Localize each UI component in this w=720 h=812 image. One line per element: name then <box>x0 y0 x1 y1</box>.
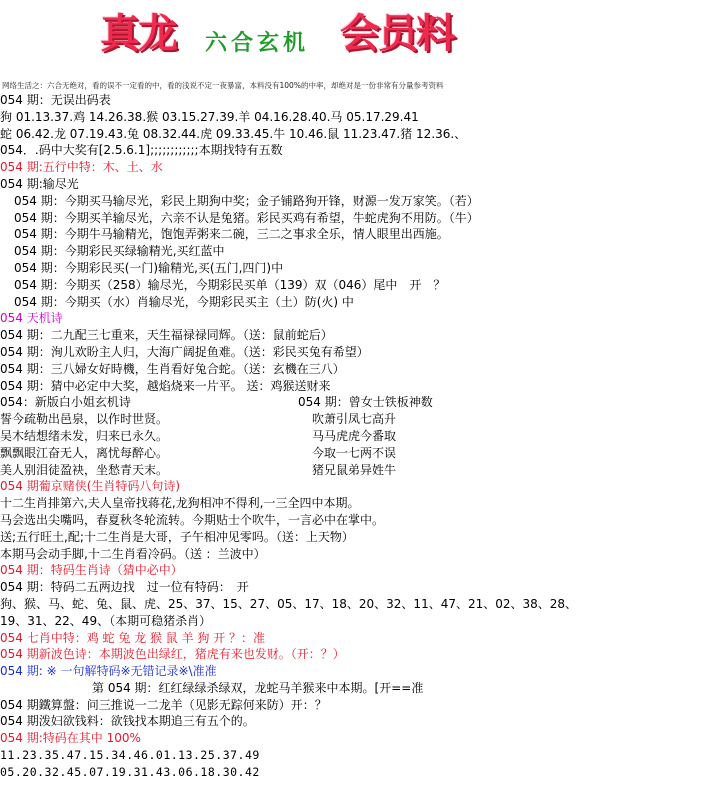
special-zodiac-poem-heading: 054 期：特码生肖诗（猜中必中） <box>0 563 183 578</box>
casino-poem-line: 送;五行旺土,配;十二生肖是大哥，子午相冲见零吗。（送：上天物） <box>0 529 354 544</box>
zodiac-numbers-row-1: 狗 01.13.37.鸡 14.26.38.猴 03.15.27.39.羊 04.16.28.40.马 05.17.29.41 <box>0 109 419 124</box>
zodiac-numbers-row-2: 蛇 06.42.龙 07.19.43.兔 08.32.44.虎 09.33.45.牛 10.46.鼠 11.23.47.猪 12.36.、 <box>0 126 467 141</box>
lose-all-item: 054 期：今期买马输尽光，彩民上期狗中奖；金子铺路狗开锋，财源一发万家笑。（若） <box>14 193 479 208</box>
final-numbers-row-1: 11.23.35.47.15.34.46.01.13.25.37.49 <box>0 748 260 763</box>
lose-all-item: 054 期：今期买（258）输尽光，今期彩民买单（139）双（046）尾中 开 ？ <box>14 277 446 292</box>
title-left: 真龙 <box>100 10 176 57</box>
special-code-numbers-1: 狗、猴、马、蛇、兔、鼠、虎、25、37、15、27、05、17、18、20、32、11、47、21、02、38、28、 <box>0 596 578 611</box>
wave-color-poem: 054 期新波色诗：本期波色出绿红，猪虎有来也发财。（开：？） <box>0 647 345 662</box>
seven-zodiac-line: 054 七肖中特：鸡 蛇 兔 龙 猴 鼠 羊 狗 开 ？：准 <box>0 630 266 645</box>
casino-poem-heading: 054 期葡京赌侠(生肖特码八句诗) <box>0 479 181 494</box>
title-right: 会员料 <box>340 10 454 57</box>
table-header: 054 期：无误出码表 <box>0 93 111 107</box>
iron-board-line: 猪兄鼠弟异姓牛 <box>312 462 397 477</box>
white-miss-poem-line: 誓今疏勒出邑泉，以作时世贤。 <box>0 412 169 427</box>
iron-abacus-line: 054 期鐵算盤：问三推说一二龙羊（见影无踪何来防）开：？ <box>0 697 327 712</box>
lose-all-item: 054 期：今期牛马输精光，饱饱弄粥来二碗，三二之事求全乐，情人眼里出西施。 <box>14 227 449 242</box>
lose-all-heading: 054 期:输尽光 <box>0 176 79 191</box>
special-code-100-heading: 054 期:特码在其中 100% <box>0 731 141 746</box>
casino-poem-line: 十二生肖排第六,夫人皇帝找蒋花,龙狗相冲不得利,一三全四中本期。 <box>0 496 360 511</box>
lose-all-item: 054 期：今期彩民买绿输精光,买红蓝中 <box>14 244 225 259</box>
riddle-answer: 第 054 期：红红绿绿杀绿双，龙蛇马羊猴来中本期。[开==准 <box>92 680 424 695</box>
two-column-row <box>0 445 720 462</box>
white-miss-poem-heading: 054：新版白小姐玄机诗 <box>0 395 131 410</box>
money-line: 054 期泼妇欲钱料：欲钱找本期追三有五个的。 <box>0 714 255 729</box>
jackpot-line: 054．.码中大奖有[2.5.6.1];;;;;;;;;;;;本期找特有五数 <box>0 143 283 158</box>
lose-all-item: 054 期：今期彩民买(一门)输精光,买(五门,四门)中 <box>14 260 284 275</box>
white-miss-poem-line: 飘飘眼江奋无人，离忧每醉心。 <box>0 445 169 460</box>
casino-poem-line: 马会选出尖嘴吗，春夏秋冬轮流转。今期贴士个吹牛，一言必中在掌中。 <box>0 512 385 527</box>
special-code-line: 054 期：特码二五两边找 过一位有特码： 开 <box>0 580 249 595</box>
one-line-riddle: 054 期: ※ 一句解特码※无错记录※\准准 <box>0 664 217 679</box>
five-elements-line: 054 期:五行中特：木、土、水 <box>0 160 163 175</box>
document-body <box>0 92 720 781</box>
heaven-poem-line: 054 期：洵儿欢盼主人归，大海广阔捉鱼难。（送：彩民买兔有希望） <box>0 344 369 359</box>
white-miss-poem-line: 吴木结想绪未发，归来已永久。 <box>0 428 169 443</box>
heaven-poem-line: 054 期：三八婦女好時機，生肖看好兔合蛇。（送：玄機在三八） <box>0 361 345 376</box>
two-column-row <box>0 411 720 428</box>
title-mid: 六合玄机 <box>205 30 310 56</box>
heaven-poem-heading: 054 天机诗 <box>0 311 63 326</box>
lose-all-item: 054 期：今期买羊输尽光，六亲不认是兔猪。彩民买鸡有希望，牛蛇虎狗不用防。（牛） <box>14 210 479 225</box>
iron-board-line: 马马虎虎今番取 <box>312 428 397 443</box>
disclaimer-notice: 网络生活之：六合无绝对，看的误不一定看的中，看的浅说不定一夜暴富，本料没有100%的中率，却绝对是一份非常有分量参考资料 <box>2 81 444 90</box>
two-column-row <box>0 428 720 445</box>
header-banner <box>0 0 720 72</box>
lose-all-item: 054 期：今期买（水）肖输尽光，今期彩民买主（土）防(火) 中 <box>14 294 354 309</box>
casino-poem-line: 本期马会动手脚,十二生肖看冷码。（送 ：兰波中） <box>0 546 266 561</box>
iron-board-line: 吹萧引凤七高升 <box>312 412 397 427</box>
two-column-heading <box>0 394 720 411</box>
white-miss-poem-line: 美人别泪徒盈袂，坐愁青天末。 <box>0 462 169 477</box>
iron-board-heading: 054 期：曾女士铁板神数 <box>298 395 433 410</box>
two-column-row <box>0 462 720 479</box>
heaven-poem-line: 054 期：二九配三七重来，天生福禄禄同辉。（送：鼠前蛇后） <box>0 328 333 343</box>
heaven-poem-line: 054 期：猜中必定中大奖，越焰烧来一片平。 送：鸡猴送财来 <box>0 378 331 393</box>
iron-board-line: 今取一七两不误 <box>312 445 397 460</box>
special-code-numbers-2: 19、31、22、49、（本期可稳猪杀肖） <box>0 613 212 628</box>
final-numbers-row-2: 05.20.32.45.07.19.31.43.06.18.30.42 <box>0 764 260 779</box>
